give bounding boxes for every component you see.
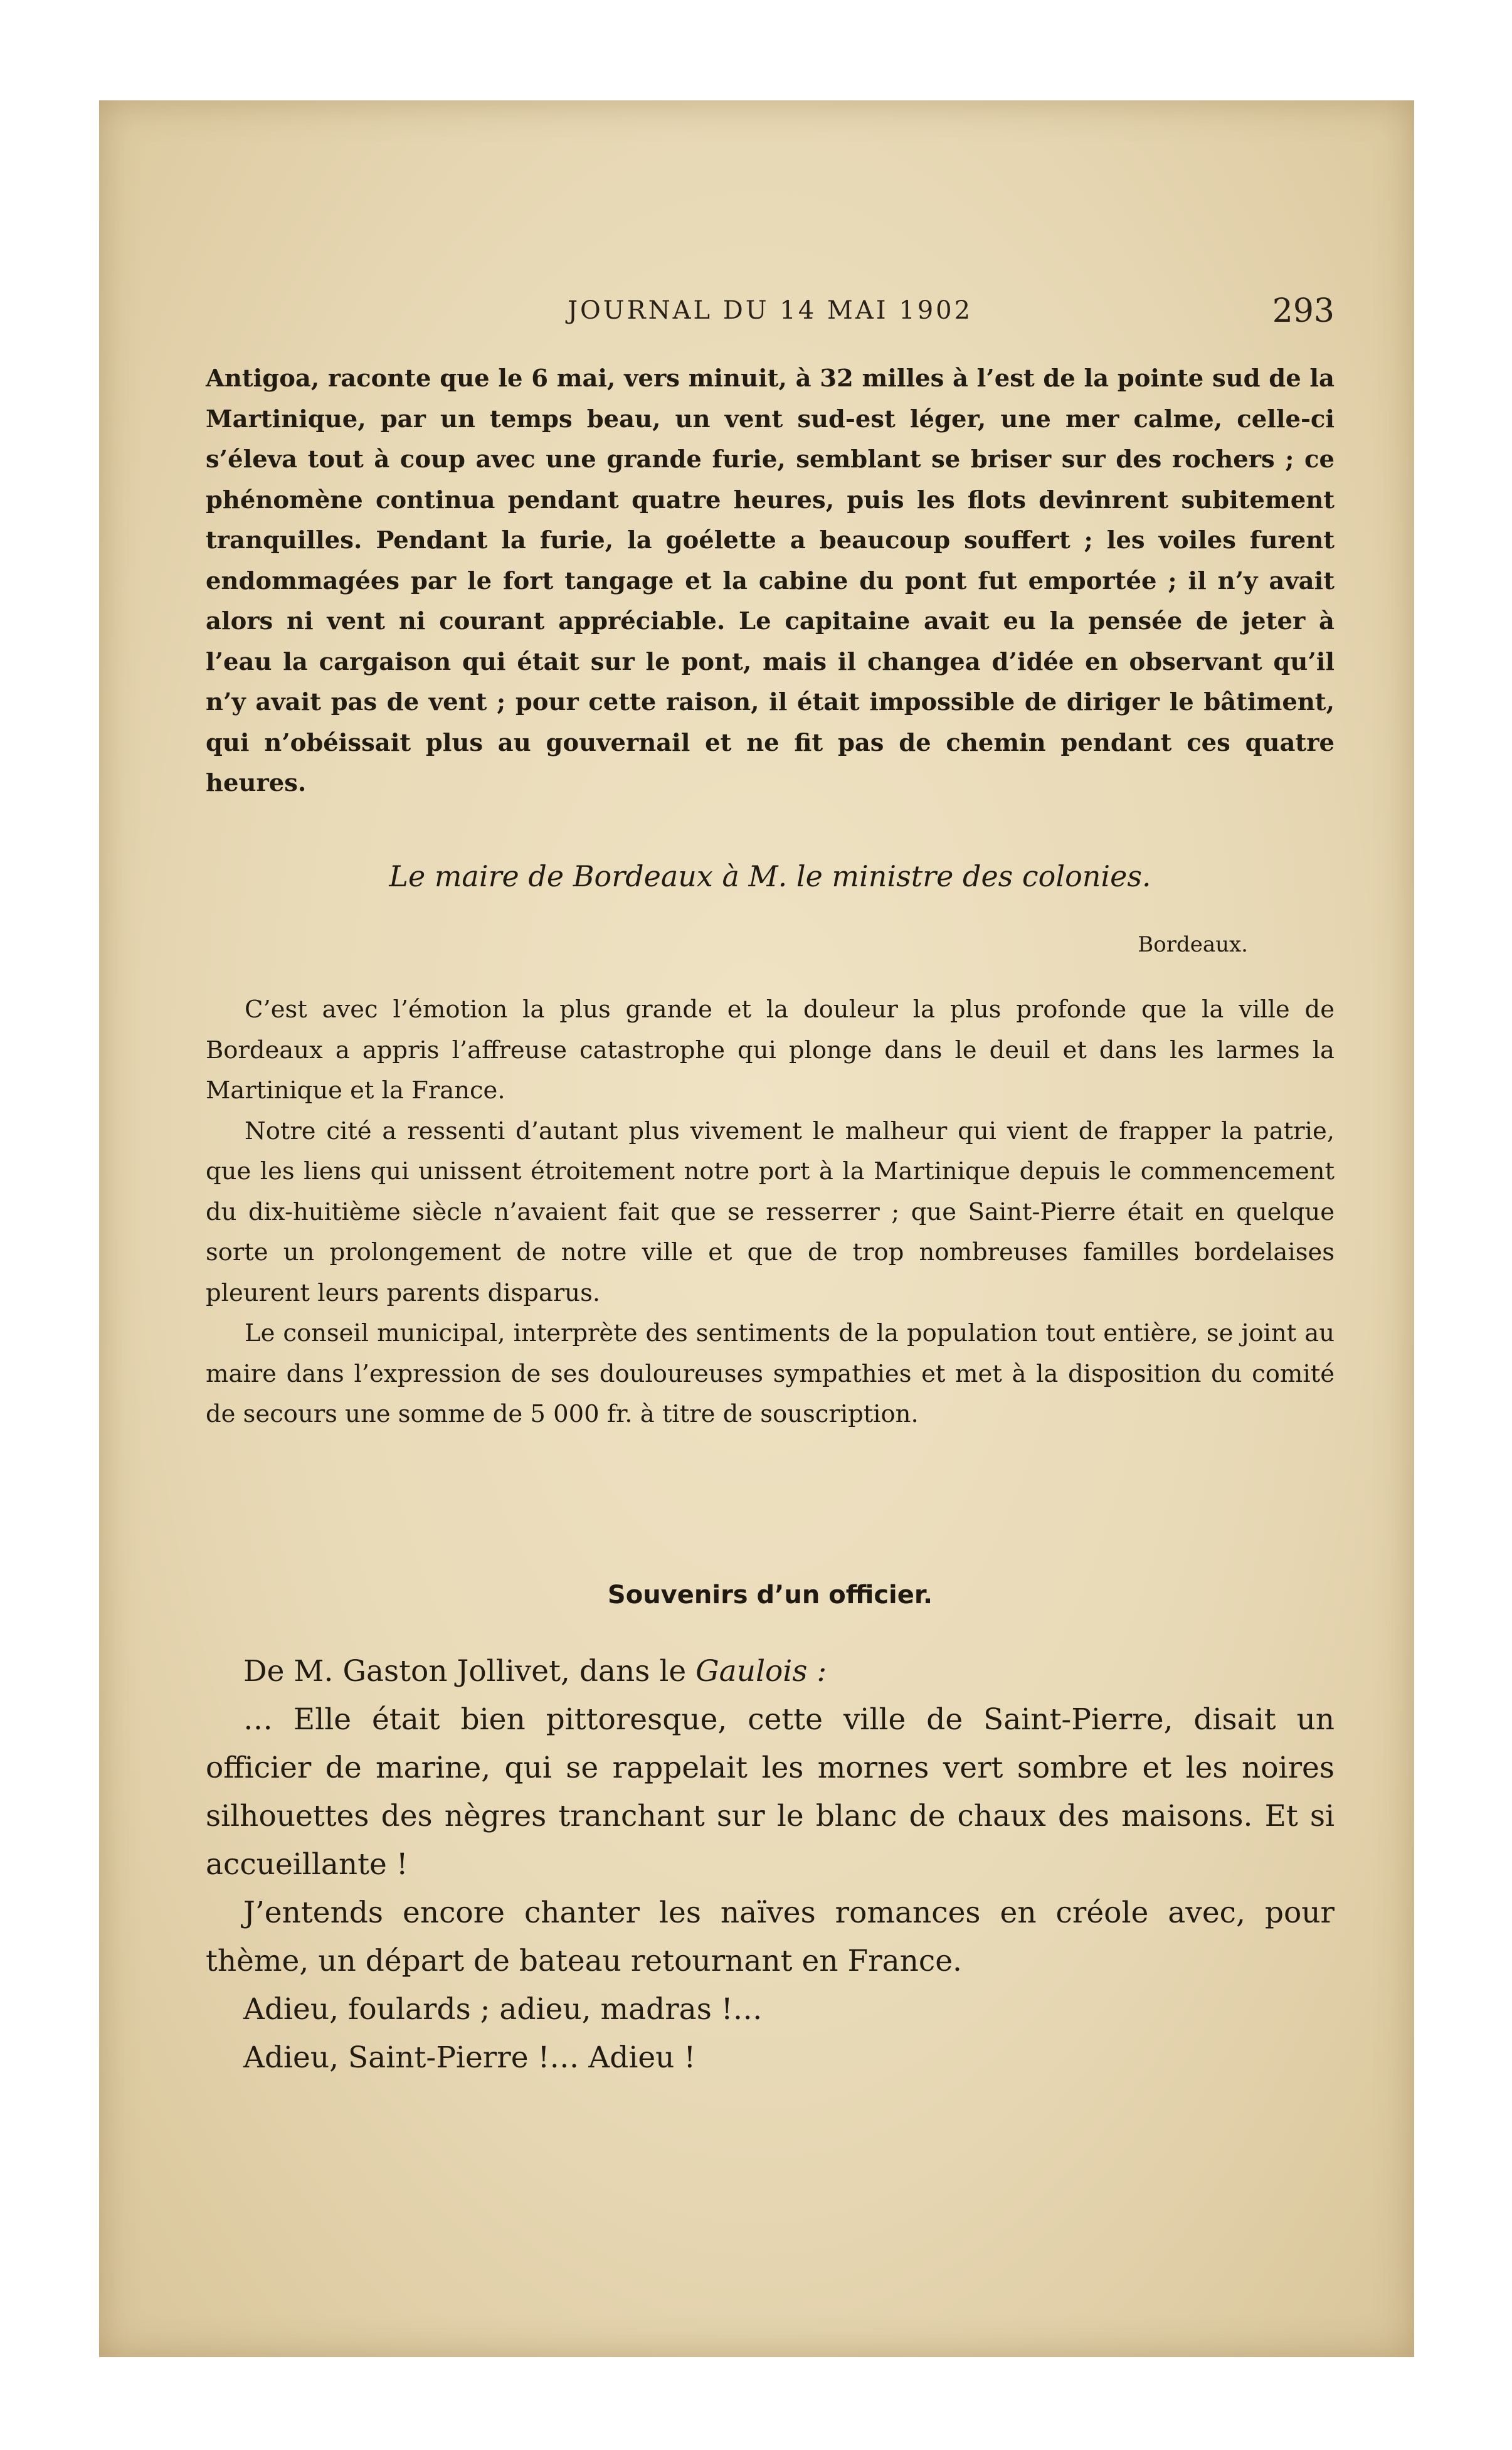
paragraph: Notre cité a ressenti d’autant plus vivement le malheur qui vient de frapper la patrie, que les liens qui unissent étroitement notre port à la Martinique depuis le commencement du dix-huitième siècle n’avaient fait que se resserrer ; que Saint-Pierre était en quelque sorte un prolongement de notre ville et que de trop nombreuses familles bordelaises pleurent leurs parents disparus. — [206, 1116, 1335, 1307]
intro-paragraph — [206, 1647, 1335, 1695]
section-antigoa-report — [206, 359, 1335, 804]
source-name: Gaulois : — [695, 1654, 827, 1689]
paragraph: Le conseil municipal, interprète des sentiments de la population tout entière, se joint au maire dans l’expression de ses douloureuses sympathies et met à la disposition du comité de secours une somme de 5 000 fr. à titre de souscription. — [206, 1319, 1335, 1428]
intro-prefix: De M. Gaston Jollivet, dans le — [243, 1654, 696, 1689]
letter-heading: Le maire de Bordeaux à M. le ministre des colonies. — [389, 859, 1151, 893]
page-number: 293 — [1272, 292, 1335, 330]
paragraph: Antigoa, raconte que le 6 mai, vers minuit, à 32 milles à l’est de la pointe sud de la Martinique, par un temps beau, un vent sud-est léger, une mer calme, celle-ci s’éleva tout à coup avec une grande furie, semblant se briser sur des rochers ; ce phénomène continua pendant quatre heures, puis les flots devinrent subitement tranquilles. Pendant la furie, la goélette a beaucoup souffert ; les voiles furent endommagées par le fort tangage et la cabine du pont fut emportée ; il n’y avait alors ni vent ni courant appréciable. Le capitaine avait eu la pensée de jeter à l’eau la cargaison qui était sur le pont, mais il changea d’idée en observant qu’il n’y avait pas de vent ; pour cette raison, il était impossible de diriger le bâtiment, qui n’obéissait plus au gouvernail et ne fit pas de chemin pendant ces quatre heures. — [206, 364, 1335, 797]
verse-line: Adieu, foulards ; adieu, madras !… — [243, 1992, 763, 2027]
paragraph: C’est avec l’émotion la plus grande et la douleur la plus profonde que la ville de Bordeaux a appris l’affreuse catastrophe qui plonge dans le deuil et dans les larmes la Martinique et la France. — [206, 995, 1335, 1105]
running-title: JOURNAL DU 14 MAI 1902 — [567, 296, 973, 325]
letter-place: Bordeaux. — [1138, 932, 1248, 957]
section-letter-body — [206, 990, 1335, 1435]
section-souvenirs-body — [206, 1647, 1335, 2082]
verse-line: Adieu, Saint-Pierre !… Adieu ! — [243, 2040, 696, 2075]
scanned-page — [99, 100, 1414, 2357]
page-header — [206, 292, 1335, 336]
paragraph: … Elle était bien pittoresque, cette ville de Saint-Pierre, disait un officier de marine, qui se rappelait les mornes vert sombre et les noires silhouettes des nègres tranchant sur le blanc de chaux des maisons. Et si accueillante ! — [206, 1702, 1335, 1882]
paragraph: J’entends encore chanter les naïves romances en créole avec, pour thème, un départ de bateau retournant en France. — [206, 1896, 1335, 1978]
souvenirs-heading: Souvenirs d’un officier. — [607, 1581, 933, 1609]
